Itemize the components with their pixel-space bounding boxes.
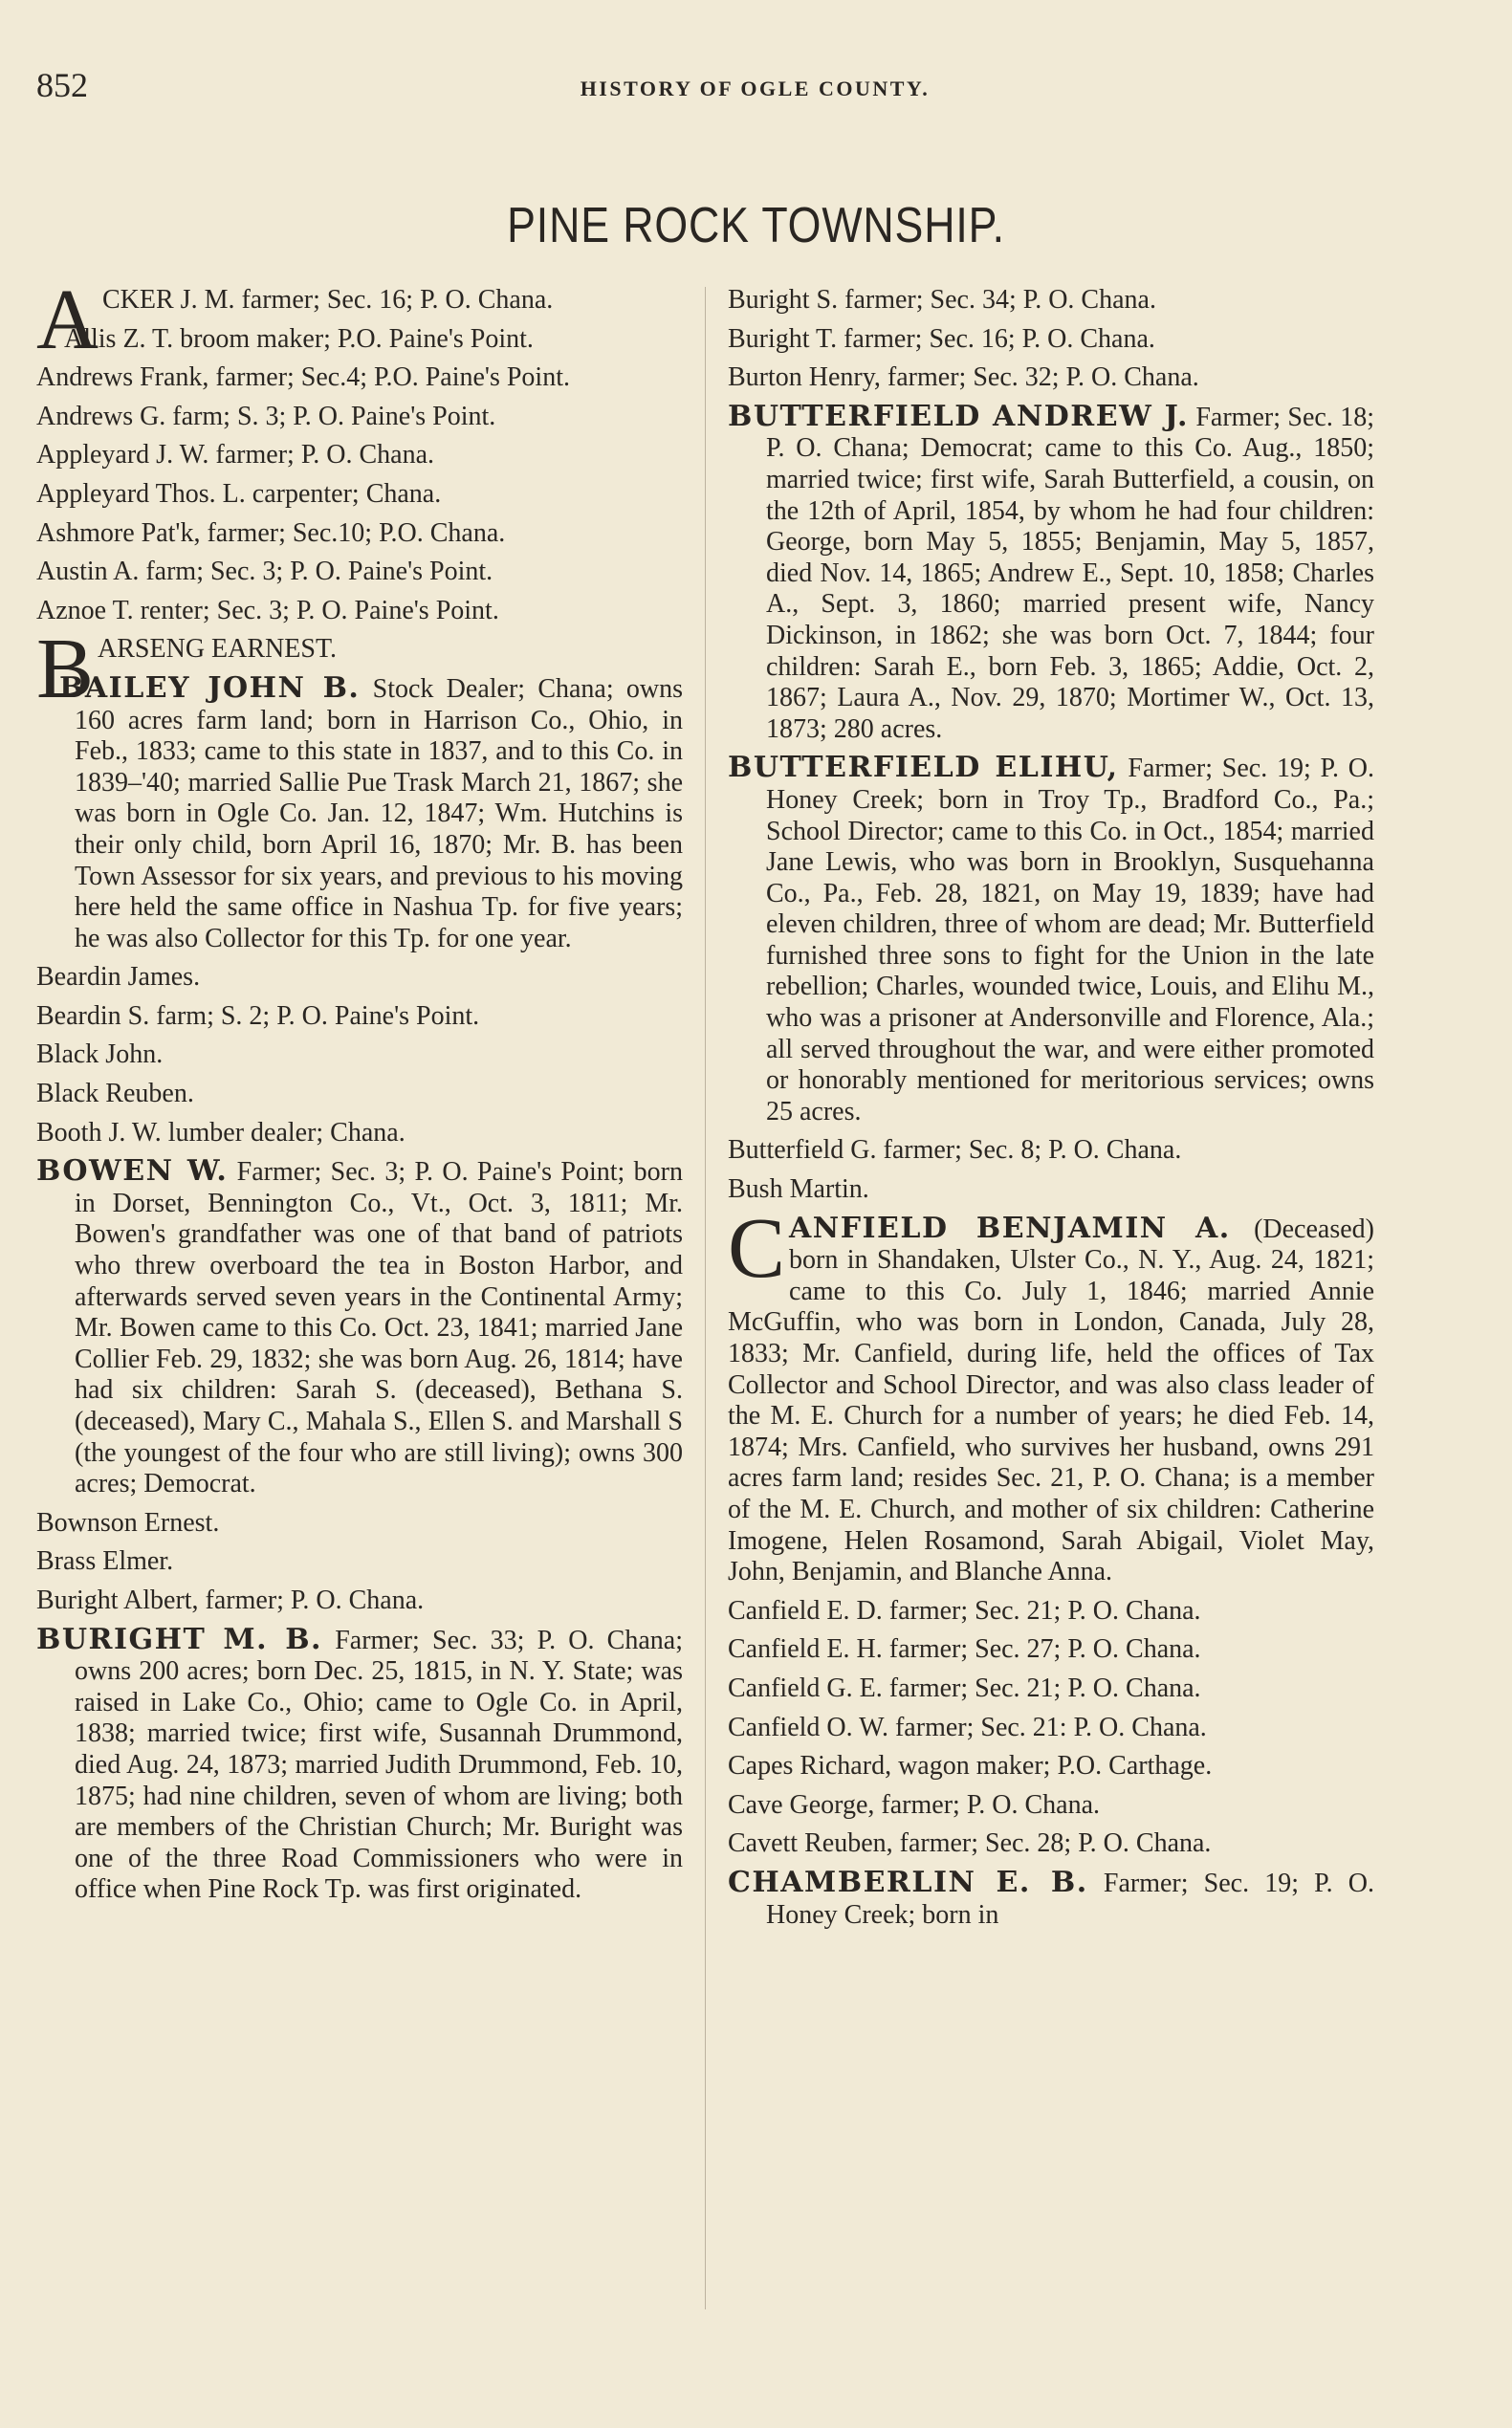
directory-entry: Allis Z. T. broom maker; P.O. Paine's Point. <box>64 323 534 354</box>
entry-text: Farmer; Sec. 3; P. O. Paine's Point; born in Dorset, Bennington Co., Vt., Oct. 3, 1811; Mr. Bowen's grandfather was one of that band of patriots who threw overboard the tea in Boston Harbor, and afterwards served seven years in the Continental Army; Mr. Bowen came to this Co. Oct. 23, 1841; married Jane Collier Feb. 29, 1832; she was born Aug. 26, 1814; have had six children: Sarah S. (deceased), Bethana S. (deceased), Mary C., Mahala S., Ellen S. and Marshall S (the youngest of the four who are still living); owns 300 acres; Democrat. <box>75 1157 684 1499</box>
biography-entry <box>36 1156 683 1500</box>
entry-text: Farmer; Sec. 19; P. O. Honey Creek; born in <box>766 1868 1374 1930</box>
directory-entry: Booth J. W. lumber dealer; Chana. <box>36 1117 405 1148</box>
entry-name: BAILEY JOHN B. <box>59 670 361 705</box>
biography-entry <box>728 1865 1374 1931</box>
page-title: PINE ROCK TOWNSHIP. <box>507 198 1005 253</box>
biography-entry <box>36 670 683 954</box>
drop-cap-letter: C <box>728 1200 786 1296</box>
directory-entry: Buright S. farmer; Sec. 34; P. O. Chana. <box>728 285 1156 315</box>
biography-entry <box>728 1200 1374 1588</box>
directory-entry: Beardin James. <box>36 962 201 993</box>
entry-text: Farmer; Sec. 33; P. O. Chana; owns 200 acres; born Dec. 25, 1815, in N. Y. State; was raised in Lake Co., Ohio; came to Ogle Co. in April, 1838; married twice; first wife, Susannah Drummond, died Aug. 24, 1873; married Judith Drummond, Feb. 10, 1875; had nine children, seven of whom are living; both are members of the Christian Church; Mr. Buright was one of the three Road Commissioners who were in office when Pine Rock Tp. was first originated. <box>75 1625 683 1905</box>
directory-entry: Andrews Frank, farmer; Sec.4; P.O. Paine's Point. <box>36 362 570 393</box>
directory-entry: Buright Albert, farmer; P. O. Chana. <box>36 1585 425 1615</box>
entry-name: ANFIELD BENJAMIN A. <box>789 1211 1231 1245</box>
directory-entry: Ashmore Pat'k, farmer; Sec.10; P.O. Chana. <box>36 517 506 548</box>
directory-entry: Andrews G. farm; S. 3; P. O. Paine's Point. <box>36 401 496 431</box>
directory-entry: Beardin S. farm; S. 2; P. O. Paine's Point. <box>36 1000 480 1031</box>
entry-name: CHAMBERLIN E. B. <box>728 1865 1088 1899</box>
drop-cap-letter: A <box>36 273 99 367</box>
directory-entry: Canfield E. D. farmer; Sec. 21; P. O. Chana. <box>728 1595 1201 1626</box>
entry-text: Farmer; Sec. 19; P. O. Honey Creek; born in Troy Tp., Bradford Co., Pa.; School Director; came to this Co. in Oct., 1854; married Jane Lewis, who was born in Brooklyn, Susquehanna Co., Pa., Feb. 28, 1821, on May 19, 1839; have had eleven children, three of whom are dead; Mr. Butterfield furnished three sons to fight for the Union in the late rebellion; Charles, wounded twice, Louis, and Elihu M., who was a prisoner at Andersonville and Florence, Ala.; all served throughout the war, and were either promoted or honorably mentioned for meritorious services; owns 25 acres. <box>766 754 1374 1127</box>
directory-entry: Canfield E. H. farmer; Sec. 27; P. O. Chana. <box>728 1634 1201 1665</box>
entry-name: BURIGHT M. B. <box>36 1622 322 1656</box>
directory-entry: Cavett Reuben, farmer; Sec. 28; P. O. Chana. <box>728 1828 1212 1859</box>
directory-entry: Canfield G. E. farmer; Sec. 21; P. O. Chana. <box>728 1673 1201 1703</box>
entry-text: CKER J. M. farmer; Sec. 16; P. O. Chana. <box>102 285 554 315</box>
entry-name: BUTTERFIELD ANDREW J. <box>728 399 1189 433</box>
directory-entry: Aznoe T. renter; Sec. 3; P. O. Paine's Point. <box>36 595 499 625</box>
running-head: HISTORY OF OGLE COUNTY. <box>580 77 931 100</box>
directory-entry: Capes Richard, wagon maker; P.O. Carthage. <box>728 1751 1213 1782</box>
directory-entry: Black Reuben. <box>36 1079 194 1109</box>
entry-text: ARSENG EARNEST. <box>98 634 337 665</box>
page-number: 852 <box>36 66 88 104</box>
right-column <box>728 285 1374 1938</box>
directory-entry: Burton Henry, farmer; Sec. 32; P. O. Chana. <box>728 362 1199 393</box>
biography-entry <box>728 399 1375 746</box>
entry-name: BOWEN W. <box>36 1154 229 1189</box>
directory-entry: Cave George, farmer; P. O. Chana. <box>728 1789 1101 1820</box>
entry-text: (Deceased) born in Shandaken, Ulster Co., N. Y., Aug. 24, 1821; came to this Co. July 1, 1846; married Annie McGuffin, who was born in London, Canada, July 28, 1833; Mr. Canfield, during life, held the offices of Tax Collector and School Director, and was also class leader of the M. E. Church for a number of years; he died Feb. 14, 1874; Mrs. Canfield, who survives her husband, owns 291 acres farm land; resides Sec. 21, P. O. Chana; is a member of the M. E. Church, and mother of six children: Catherine Imogene, Helen Rosamond, Sarah Abigail, Violet May, John, Benjamin, and Blanche Anna. <box>728 1214 1374 1587</box>
directory-entry: Brass Elmer. <box>36 1546 174 1577</box>
directory-entry: Black John. <box>36 1039 164 1070</box>
page-header <box>36 65 1474 113</box>
left-column <box>36 273 684 1914</box>
directory-entry: Bownson Ernest. <box>36 1507 220 1538</box>
biography-entry <box>728 753 1374 1127</box>
column-divider <box>705 287 706 2309</box>
directory-entry: Buright T. farmer; Sec. 16; P. O. Chana. <box>728 323 1155 354</box>
directory-entry: Bush Martin. <box>728 1174 869 1205</box>
directory-entry: Appleyard J. W. farmer; P. O. Chana. <box>36 440 435 470</box>
directory-entry: Canfield O. W. farmer; Sec. 21: P. O. Chana. <box>728 1712 1207 1742</box>
directory-entry: Appleyard Thos. L. carpenter; Chana. <box>36 478 442 509</box>
drop-cap-letter: B <box>36 622 95 717</box>
directory-entry: Butterfield G. farmer; Sec. 8; P. O. Chana. <box>728 1135 1182 1166</box>
entry-text: Stock Dealer; Chana; owns 160 acres farm land; born in Harrison Co., Ohio, in Feb., 1833; came to this state in 1837, and to this Co. in 1839–'40; married Sallie Pue Trask March 21, 1867; she was born in Ogle Co. Jan. 12, 1847; Wm. Hutchins is their only child, born April 16, 1870; Mr. B. has been Town Assessor for six years, and previous to his moving here held the same office in Nashua Tp. for five years; he was also Collector for this Tp. for one year. <box>75 673 683 953</box>
entry-text: Farmer; Sec. 18; P. O. Chana; Democrat; came to this Co. Aug., 1850; married twice; first wife, Sarah Butterfield, a cousin, on the 12th of April, 1854, by whom he had four children: George, born May 5, 1855; Benjamin, May 5, 1857, died Nov. 14, 1865; Andrew E., Sept. 10, 1858; Charles A., Sept. 3, 1860; married present wife, Nancy Dickinson, in 1862; she was born Oct. 7, 1844; four children: Sarah E., born Feb. 3, 1865; Addie, Oct. 2, 1867; Laura A., Nov. 29, 1870; Mortimer W., Oct. 13, 1873; 280 acres. <box>766 402 1375 744</box>
biography-entry <box>36 1622 683 1906</box>
entry-name: BUTTERFIELD ELIHU, <box>728 751 1119 785</box>
directory-entry: Austin A. farm; Sec. 3; P. O. Paine's Point. <box>36 557 493 587</box>
